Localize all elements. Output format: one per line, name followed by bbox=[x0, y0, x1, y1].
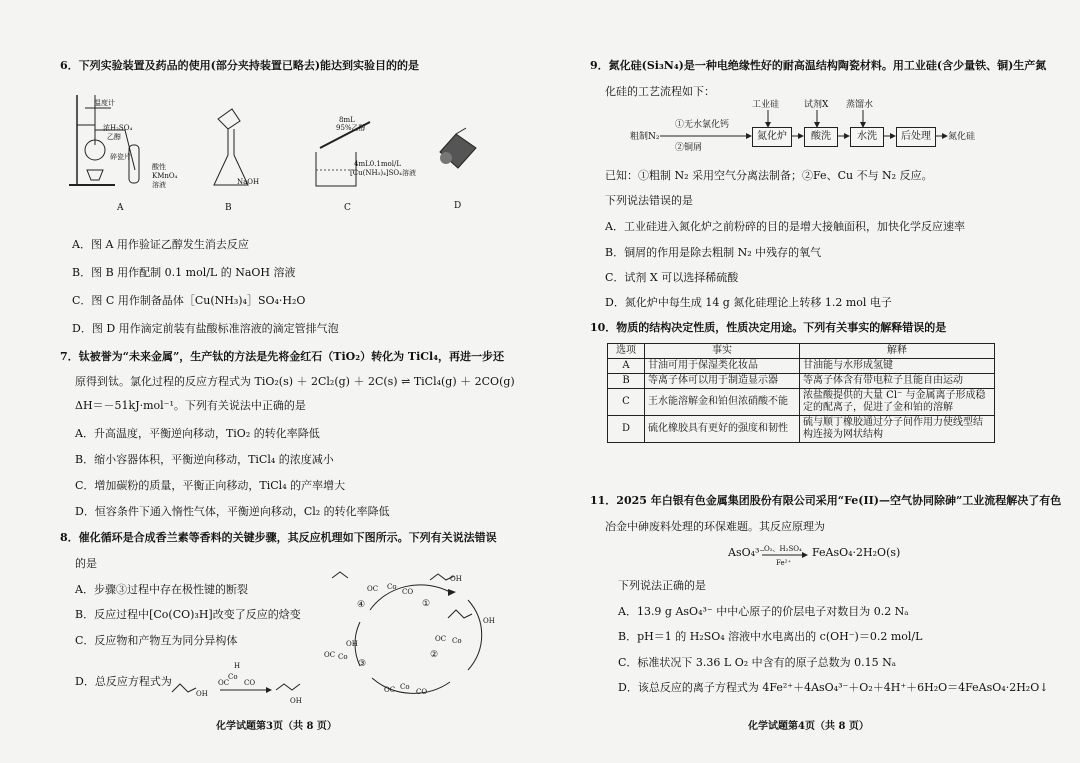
overall-reactant-oh: OH bbox=[196, 690, 208, 698]
q9-prompt: 下列说法错误的是 bbox=[605, 194, 693, 207]
table-header-option: 选项 bbox=[608, 344, 645, 359]
q9-option-b: B．铜屑的作用是除去粗制 N₂ 中残存的氧气 bbox=[605, 246, 822, 259]
cycle-bottom-co: CO bbox=[416, 688, 428, 696]
q11-option-d: D．该总反应的离子方程式为 4Fe²⁺＋4AsO₄³⁻＋O₂＋4H⁺＋6H₂O＝4FeAsO₄·2H₂O↓ bbox=[618, 681, 1049, 694]
q8-stem-line-2: 的是 bbox=[75, 557, 97, 570]
cycle-step-4: ④ bbox=[357, 600, 366, 610]
table-row bbox=[608, 359, 995, 374]
table-row bbox=[608, 374, 995, 389]
reaction-below-arrow: Fe²⁺ bbox=[776, 559, 792, 567]
table-row bbox=[608, 416, 995, 443]
q8-option-b: B．反应过程中[Co(CO)₃H]改变了反应的焓变 bbox=[75, 608, 301, 621]
q7-option-d: D．恒容条件下通入惰性气体，平衡逆向移动，Cl₂ 的转化率降低 bbox=[75, 505, 390, 518]
table-cell-option: A bbox=[608, 359, 645, 374]
table-cell-fact: 等离子体可以用于制造显示器 bbox=[645, 374, 800, 389]
cycle-top-co-atom: Co bbox=[387, 583, 397, 591]
q6-option-b: B．图 B 用作配制 0.1 mol/L 的 NaOH 溶液 bbox=[72, 266, 296, 279]
flow-box-nitriding-furnace: 氮化炉 bbox=[752, 127, 792, 147]
q8-option-d: D．总反应方程式为 bbox=[75, 675, 172, 688]
reaction-above-arrow: O₂、H₂SO₄ bbox=[764, 545, 802, 553]
fig-a-kmno4-label-1: 酸性 bbox=[152, 163, 166, 171]
fig-b-label: B bbox=[225, 203, 232, 213]
q10-facts-table bbox=[607, 343, 995, 443]
q6-option-c: C．图 C 用作制备晶体［Cu(NH₃)₄］SO₄·H₂O bbox=[72, 294, 306, 307]
q9-option-a: A．工业硅进入氮化炉之前粉碎的目的是增大接触面积，加快化学反应速率 bbox=[605, 220, 965, 233]
catalytic-cycle-figure bbox=[330, 570, 510, 700]
q6-stem: 6．下列实验装置及药品的使用(部分夹持装置已略去)能达到实验目的的是 bbox=[60, 59, 420, 72]
q7-stem-line-3: ΔH＝－51kJ·mol⁻¹。下列有关说法中正确的是 bbox=[75, 399, 306, 412]
q9-option-d: D．氮化炉中每生成 14 g 氮化硅理论上转移 1.2 mol 电子 bbox=[605, 296, 892, 309]
right-page-footer: 化学试题第4页（共 8 页） bbox=[748, 721, 869, 732]
cycle-oh-top: OH bbox=[450, 575, 462, 583]
flow-input: 粗制N₂ bbox=[630, 132, 660, 142]
q11-option-b: B．pH＝1 的 H₂SO₄ 溶液中水电离出的 c(OH⁻)＝0.2 mol/L bbox=[618, 630, 923, 643]
fig-a-kmno4-label-3: 溶液 bbox=[152, 181, 166, 189]
flow-output: 氮化硅 bbox=[948, 132, 976, 142]
q9-option-c: C．试剂 X 可以选择稀硫酸 bbox=[605, 271, 739, 284]
table-header-fact: 事实 bbox=[645, 344, 800, 359]
table-header-explanation: 解释 bbox=[800, 344, 995, 359]
overall-catalyst-oc: OC bbox=[218, 679, 230, 687]
fig-b-naoh-label: NaOH bbox=[237, 178, 260, 186]
cycle-step-3: ③ bbox=[358, 659, 367, 669]
fig-c-ethanol-label-2: 95%乙醇 bbox=[336, 124, 366, 132]
cycle-top-co: CO bbox=[402, 588, 414, 596]
fig-d-label: D bbox=[454, 201, 462, 211]
q8-option-c: C．反应物和产物互为同分异构体 bbox=[75, 634, 238, 647]
fig-a-thermometer-label: 温度计 bbox=[94, 99, 115, 107]
fig-a-chips-label: 碎瓷片 bbox=[110, 153, 131, 161]
table-cell-option: B bbox=[608, 374, 645, 389]
q8-option-a: A．步骤③过程中存在极性键的断裂 bbox=[75, 583, 248, 596]
reaction-right: FeAsO₄·2H₂O(s) bbox=[812, 546, 901, 559]
cycle-left-co-atom: Co bbox=[338, 653, 348, 661]
flow-box-acid-wash: 酸洗 bbox=[804, 127, 838, 147]
cycle-right-co-atom: Co bbox=[452, 637, 462, 645]
q7-stem-line-1: 7．钛被誉为“未来金属”，生产钛的方法是先将金红石（TiO₂）转化为 TiCl₄，再进一步还 bbox=[60, 350, 505, 363]
cycle-left-oc: OC bbox=[324, 651, 336, 659]
left-page-footer: 化学试题第3页（共 8 页） bbox=[216, 721, 337, 732]
table-cell-fact: 王水能溶解金和铂但浓硝酸不能 bbox=[645, 389, 800, 416]
fig-c-solution-label-2: [Cu(NH₃)₄]SO₄溶液 bbox=[350, 169, 416, 177]
overall-product-oh: OH bbox=[290, 697, 302, 705]
overall-catalyst-co-atom: Co bbox=[228, 673, 238, 681]
flow-box-post-treatment: 后处理 bbox=[896, 127, 936, 147]
flow-top-label-2: 试剂X bbox=[804, 100, 829, 110]
q11-prompt: 下列说法正确的是 bbox=[618, 579, 706, 592]
fig-a-kmno4-label-2: KMnO₄ bbox=[152, 172, 178, 180]
cycle-bottom-co-atom: Co bbox=[400, 683, 410, 691]
overall-catalyst-h: H bbox=[234, 662, 241, 670]
cycle-step-2: ② bbox=[430, 650, 439, 660]
overall-catalyst-co: CO bbox=[244, 679, 256, 687]
flow-condition-top: ①无水氯化钙 bbox=[675, 120, 730, 130]
q11-stem-line-1: 11．2025 年白银有色金属集团股份有限公司采用“Fe(II)—空气协同除砷”工业流程解决了有色 bbox=[590, 494, 1062, 507]
q8-stem-line-1: 8．催化循环是合成香兰素等香料的关键步骤，其反应机理如下图所示。下列有关说法错误 bbox=[60, 531, 497, 544]
cycle-oh-left: OH bbox=[346, 640, 358, 648]
fig-c-label: C bbox=[344, 203, 351, 213]
table-cell-option: C bbox=[608, 389, 645, 416]
table-cell-explanation: 硫与顺丁橡胶通过分子间作用力使线型结构连接为网状结构 bbox=[800, 416, 995, 443]
q11-option-c: C．标准状况下 3.36 L O₂ 中含有的原子总数为 0.15 Nₐ bbox=[618, 656, 896, 669]
flow-top-label-3: 蒸馏水 bbox=[846, 100, 874, 110]
q7-stem-line-2: 原得到钛。氯化过程的反应方程式为 TiO₂(s) ＋ 2Cl₂(g) ＋ 2C(s) ⇌ TiCl₄(g) ＋ 2CO(g) bbox=[75, 375, 515, 388]
q9-known: 已知：①粗制 N₂ 采用空气分离法制备；②Fe、Cu 不与 N₂ 反应。 bbox=[605, 169, 933, 182]
table-cell-explanation: 浓盐酸提供的大量 Cl⁻ 与金属离子形成稳定的配离子，促进了金和铂的溶解 bbox=[800, 389, 995, 416]
q9-stem-line-2: 化硅的工艺流程如下： bbox=[605, 85, 715, 98]
q6-option-a: A．图 A 用作验证乙醇发生消去反应 bbox=[72, 238, 249, 251]
table-row bbox=[608, 389, 995, 416]
q7-option-c: C．增加碳粉的质量，平衡正向移动，TiCl₄ 的产率增大 bbox=[75, 479, 346, 492]
fig-a-acid-label: 浓H₂SO₄ bbox=[103, 124, 133, 132]
table-cell-explanation: 等离子体含有带电粒子且能自由运动 bbox=[800, 374, 995, 389]
cycle-oh-right: OH bbox=[483, 617, 495, 625]
cycle-top-oc: OC bbox=[367, 585, 379, 593]
apparatus-d-figure bbox=[436, 128, 480, 172]
q9-stem-line-1: 9．氮化硅(Si₃N₄)是一种电绝缘性好的耐高温结构陶瓷材料。用工业硅(含少量铁、铜)生产氮 bbox=[590, 59, 1047, 72]
q6-option-d: D．图 D 用作滴定前装有盐酸标准溶液的滴定管排气泡 bbox=[72, 322, 339, 335]
table-header-row bbox=[608, 344, 995, 359]
fig-a-ethanol-label: 乙醇 bbox=[107, 133, 121, 141]
q11-stem-line-2: 冶金中砷废料处理的环保难题。其反应原理为 bbox=[605, 520, 825, 533]
q11-option-a: A．13.9 g AsO₄³⁻ 中中心原子的价层电子对数目为 0.2 Nₐ bbox=[618, 605, 909, 618]
table-cell-fact: 硫化橡胶具有更好的强度和韧性 bbox=[645, 416, 800, 443]
cycle-right-oc: OC bbox=[435, 635, 447, 643]
flow-top-label-1: 工业硅 bbox=[752, 100, 780, 110]
cycle-bottom-oc: OC bbox=[384, 686, 396, 694]
reaction-left: AsO₄³⁻ bbox=[728, 546, 766, 559]
fig-c-ethanol-label-1: 8mL bbox=[339, 116, 355, 124]
cycle-step-1: ① bbox=[422, 599, 431, 609]
q7-option-b: B．缩小容器体积，平衡逆向移动，TiCl₄ 的浓度减小 bbox=[75, 453, 334, 466]
fig-c-solution-label-1: 4mL0.1mol/L bbox=[354, 160, 401, 168]
table-cell-explanation: 甘油能与水形成氢键 bbox=[800, 359, 995, 374]
table-cell-option: D bbox=[608, 416, 645, 443]
q10-stem: 10．物质的结构决定性质，性质决定用途。下列有关事实的解释错误的是 bbox=[590, 321, 947, 334]
q7-option-a: A．升高温度，平衡逆向移动，TiO₂ 的转化率降低 bbox=[75, 427, 320, 440]
fig-a-label: A bbox=[117, 203, 124, 213]
flow-box-water-wash: 水洗 bbox=[850, 127, 884, 147]
flow-condition-bottom: ②铜屑 bbox=[675, 143, 703, 153]
table-cell-fact: 甘油可用于保湿类化妆品 bbox=[645, 359, 800, 374]
